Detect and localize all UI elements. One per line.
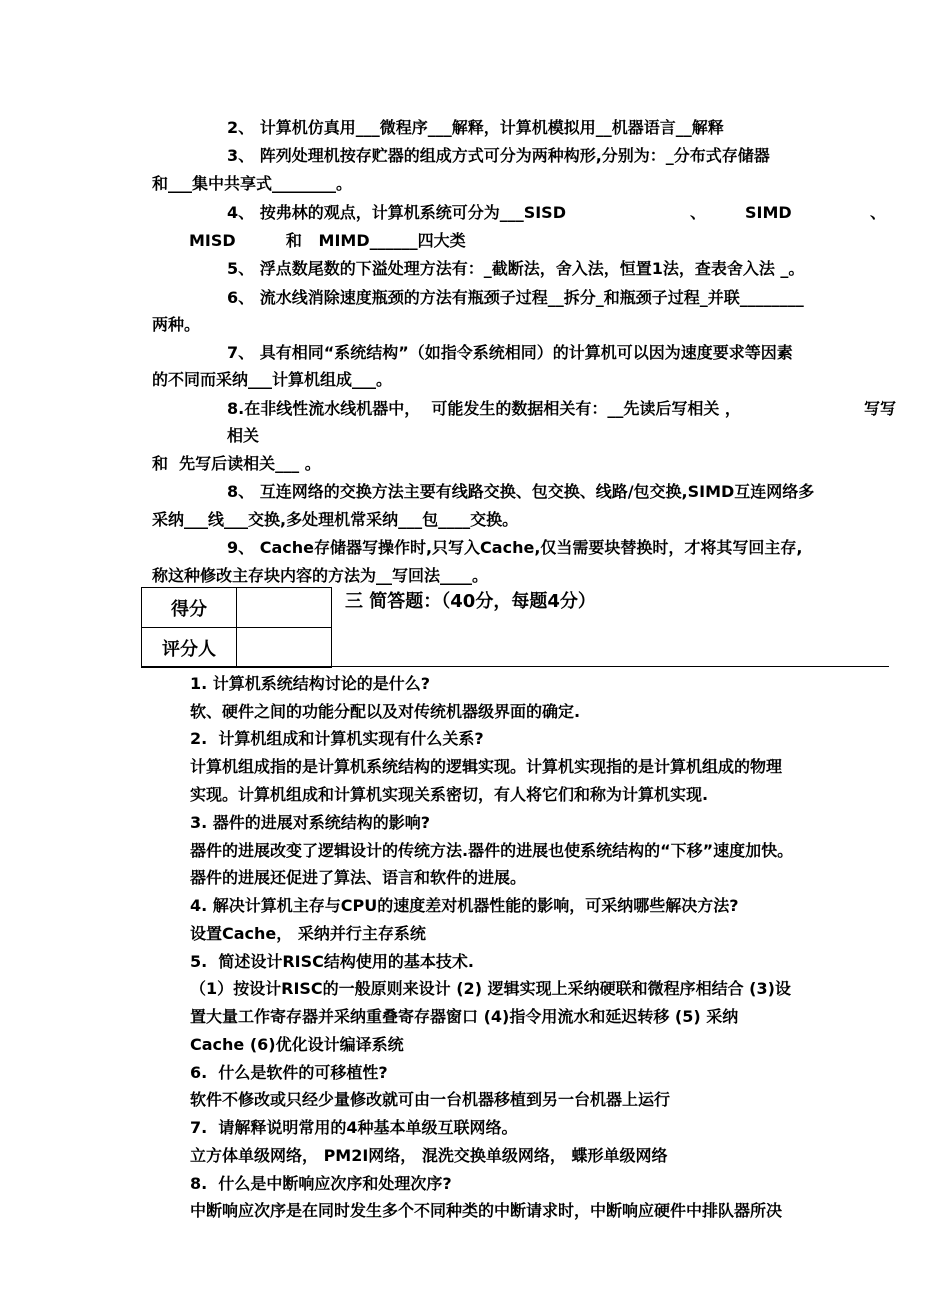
q4-question: 4. 解决计算机主存与CPU的速度差对机器性能的影响，可采纳哪些解决方法? [190, 896, 739, 915]
fill-in-q4-line1-d: 、 [870, 203, 887, 222]
fill-in-q5: 5、 浮点数尾数的下溢处理方法有：_截断法，舍入法，恒置1法，查表舍入法 _。 [227, 259, 805, 278]
score-label: 得分 [142, 588, 237, 628]
score-value-cell[interactable] [237, 588, 332, 628]
fill-in-q4-line1-b: 、 [690, 203, 707, 222]
fill-in-q3-line1: 3、 阵列处理机按存贮器的组成方式可分为两种构形,分别为：_分布式存储器 [227, 146, 770, 165]
grader-row [142, 628, 332, 668]
q2-answer-line1: 计算机组成指的是计算机系统结构的逻辑实现。计算机实现指的是计算机组成的物理 [190, 757, 783, 776]
q3-question: 3. 器件的进展对系统结构的影响? [190, 813, 431, 832]
q5-answer-line3: Cache (6)优化设计编译系统 [190, 1035, 404, 1054]
fill-in-q8a-line1-b: 写写 [864, 399, 897, 418]
fill-in-q9-line1: 9、 Cache存储器写操作时,只写入Cache,仅当需要块替换时，才将其写回主存, [227, 538, 803, 557]
fill-in-q8a-line1-a: 8.在非线性流水线机器中， 可能发生的数据相关有：__先读后写相关 ， [227, 399, 741, 418]
grader-label: 评分人 [142, 628, 237, 668]
section-divider [141, 666, 889, 667]
q6-answer: 软件不修改或只经少量修改就可由一台机器移植到另一台机器上运行 [190, 1090, 671, 1109]
fill-in-q8a-line3: 和 先写后读相关___ 。 [152, 454, 321, 473]
q8-answer-line1: 中断响应次序是在同时发生多个不同种类的中断请求时，中断响应硬件中排队器所决 [190, 1201, 783, 1220]
q5-answer-line1: （1）按设计RISC的一般原则来设计 (2) 逻辑实现上采纳硬联和微程序相结合 (3)设 [190, 979, 791, 998]
q3-answer-line2: 器件的进展还促进了算法、语言和软件的进展。 [190, 868, 527, 887]
section-3-title: 三 简答题：（40分，每题4分） [345, 591, 596, 612]
q5-question: 5. 简述设计RISC结构使用的基本技术. [190, 952, 474, 971]
fill-in-q4-line2: MISD 和 MIMD______四大类 [189, 231, 466, 250]
fill-in-q9-line2: 称这种修改主存块内容的方法为__写回法____。 [152, 566, 489, 585]
score-row [142, 588, 332, 628]
fill-in-q4-line1-c: SIMD [745, 203, 792, 222]
fill-in-q8b-line1: 8、 互连网络的交换方法主要有线路交换、包交换、线路/包交换,SIMD互连网络多 [227, 482, 815, 501]
fill-in-q8a-line2: 相关 [227, 426, 260, 445]
q8-question: 8. 什么是中断响应次序和处理次序? [190, 1174, 452, 1193]
q7-question: 7. 请解释说明常用的4种基本单级互联网络。 [190, 1118, 518, 1137]
fill-in-q7-line2: 的不同而采纳___计算机组成___。 [152, 370, 393, 389]
q2-answer-line2: 实现。计算机组成和计算机实现关系密切，有人将它们和称为计算机实现. [190, 785, 709, 804]
fill-in-q4-line1-a: 4、 按弗林的观点，计算机系统可分为___SISD [227, 203, 566, 222]
fill-in-q7-line1: 7、 具有相同“系统结构”（如指令系统相同）的计算机可以因为速度要求等因素 [227, 343, 793, 362]
q1-question: 1. 计算机系统结构讨论的是什么? [190, 674, 431, 693]
q2-question: 2. 计算机组成和计算机实现有什么关系? [190, 729, 484, 748]
fill-in-q2: 2、 计算机仿真用___微程序___解释，计算机模拟用__机器语言__解释 [227, 118, 724, 137]
q7-answer: 立方体单级网络， PM2I网络， 混洗交换单级网络， 蝶形单级网络 [190, 1146, 668, 1165]
grader-value-cell[interactable] [237, 628, 332, 668]
q6-question: 6. 什么是软件的可移植性? [190, 1063, 388, 1082]
fill-in-q3-line2: 和___集中共享式________。 [152, 174, 353, 193]
q1-answer: 软、硬件之间的功能分配以及对传统机器级界面的确定. [190, 702, 581, 721]
q5-answer-line2: 置大量工作寄存器并采纳重叠寄存器窗口 (4)指令用流水和延迟转移 (5) 采纳 [190, 1007, 739, 1026]
fill-in-q8b-line2: 采纳___线___交换,多处理机常采纳___包____交换。 [152, 510, 519, 529]
fill-in-q6-line2: 两种。 [152, 315, 201, 334]
q4-answer: 设置Cache， 采纳并行主存系统 [190, 924, 426, 943]
fill-in-q6-line1: 6、 流水线消除速度瓶颈的方法有瓶颈子过程__拆分_和瓶颈子过程_并联________ [227, 288, 804, 307]
score-table [141, 587, 332, 668]
q3-answer-line1: 器件的进展改变了逻辑设计的传统方法.器件的进展也使系统结构的“下移”速度加快。 [190, 841, 794, 860]
